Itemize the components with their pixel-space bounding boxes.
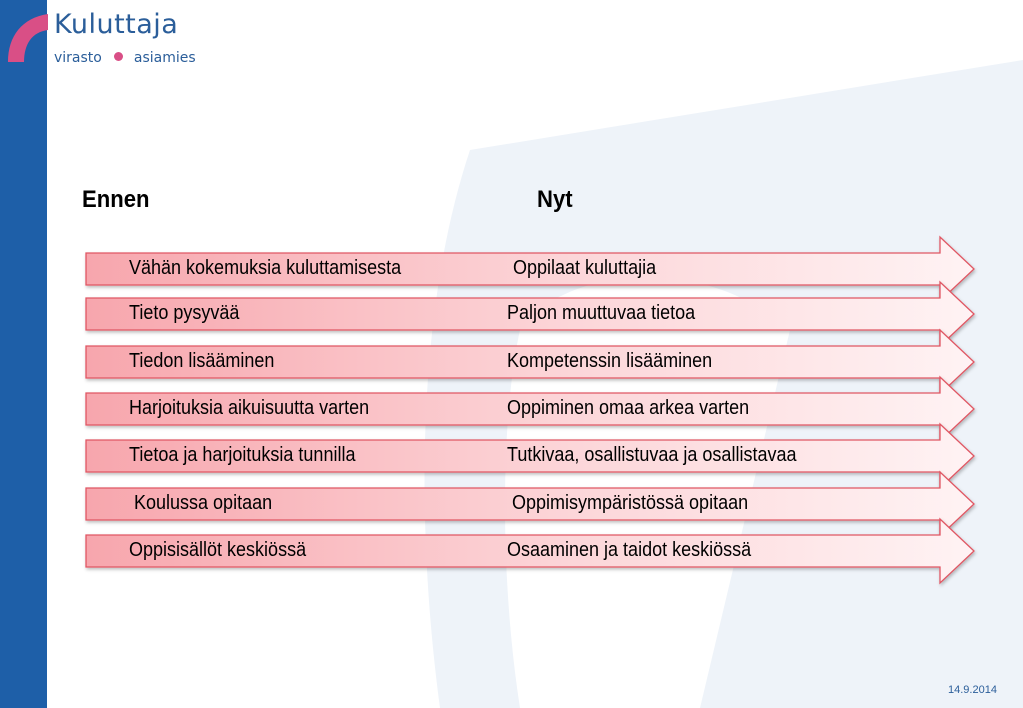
logo-name: Kuluttaja: [54, 9, 179, 40]
footer-date: 14.9.2014: [948, 684, 997, 696]
row-before-text: Tietoa ja harjoituksia tunnilla: [129, 444, 356, 466]
heading-now: Nyt: [537, 186, 573, 213]
row-now-text: Oppilaat kuluttajia: [513, 257, 657, 279]
row-before-text: Harjoituksia aikuisuutta varten: [129, 397, 370, 419]
row-before-text: Tieto pysyvää: [129, 302, 240, 324]
logo-sub-left: virasto: [54, 50, 102, 66]
row-before-text: Oppisisällöt keskiössä: [129, 539, 307, 561]
row-before-text: Koulussa opitaan: [129, 492, 273, 514]
row-before-text: Tiedon lisääminen: [129, 350, 275, 372]
row-now-text: Osaaminen ja taidot keskiössä: [507, 539, 752, 561]
row-now-text: Kompetenssin lisääminen: [507, 350, 713, 372]
row-now-text: Paljon muuttuvaa tietoa: [507, 302, 696, 324]
row-now-text: Oppimisympäristössä opitaan: [507, 492, 749, 514]
row-now-text: Oppiminen omaa arkea varten: [507, 397, 750, 419]
heading-before: Ennen: [82, 186, 150, 213]
row-before-text: Vähän kokemuksia kuluttamisesta: [129, 257, 402, 279]
logo-sub-right: asiamies: [133, 50, 196, 66]
row-now-text: Tutkivaa, osallistuvaa ja osallistavaa: [507, 444, 797, 466]
